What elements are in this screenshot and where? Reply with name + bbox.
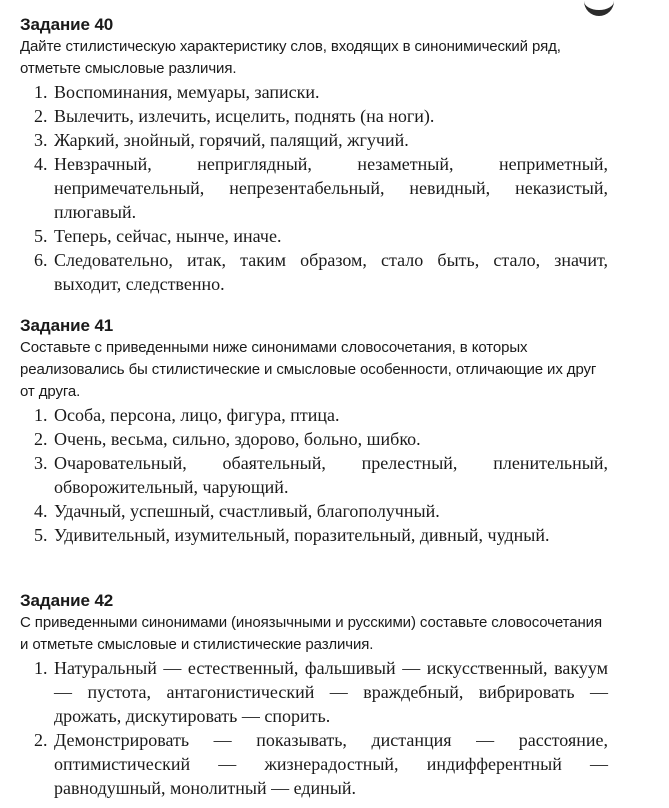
item-text: Демонстрировать — показывать, дистанция — расстояние, оптимистический — жизнерадостный, индифферентный — равнодушный, монолитный — единый. bbox=[54, 730, 608, 798]
list-item bbox=[20, 224, 608, 248]
item-text: Жаркий, знойный, горячий, палящий, жгучий. bbox=[54, 130, 409, 150]
task-description: Составьте с приведенными ниже синонимами словосочетания, в которых реализовались бы стилистические и смысловые особенности, отличающие их друг от друга. bbox=[20, 339, 597, 400]
task-description: Дайте стилистическую характеристику слов, входящих в синонимический ряд, отметьте смысловые различия. bbox=[20, 38, 561, 77]
item-number: 2. bbox=[34, 106, 48, 126]
list-item bbox=[20, 403, 608, 427]
item-number: 5. bbox=[34, 226, 48, 246]
list-item bbox=[20, 80, 608, 104]
item-number: 5. bbox=[34, 525, 48, 545]
task-list bbox=[20, 403, 608, 547]
item-text: Воспоминания, мемуары, записки. bbox=[54, 82, 320, 102]
list-item bbox=[20, 523, 608, 547]
list-item bbox=[20, 427, 608, 451]
list-item bbox=[20, 728, 608, 800]
item-number: 6. bbox=[34, 250, 48, 270]
task-description: С приведенными синонимами (иноязычными и русскими) составьте словосочетания и отметьте смысловые и стилистические различия. bbox=[20, 614, 602, 653]
task-42 bbox=[20, 590, 608, 800]
task-title: Задание 41 bbox=[20, 316, 114, 335]
item-text: Невзрачный, неприглядный, незаметный, неприметный, непримечательный, непрезентабельный, невидный, неказистый, плюгавый. bbox=[54, 154, 608, 222]
item-number: 2. bbox=[34, 429, 48, 449]
list-item bbox=[20, 499, 608, 523]
task-title: Задание 40 bbox=[20, 15, 114, 34]
item-number: 4. bbox=[34, 154, 48, 174]
item-number: 1. bbox=[34, 405, 48, 425]
item-number: 1. bbox=[34, 658, 48, 678]
item-text: Натуральный — естественный, фальшивый — искусственный, вакуум — пустота, антагонистический — враждебный, вибрировать — дрожать, дискутировать — спорить. bbox=[54, 658, 608, 726]
list-item bbox=[20, 656, 608, 728]
item-text: Следовательно, итак, таким образом, стало быть, стало, значит, выходит, следственно. bbox=[54, 250, 608, 294]
task-list bbox=[20, 656, 608, 800]
item-text: Очаровательный, обаятельный, прелестный, пленительный, обворожительный, чарующий. bbox=[54, 453, 608, 497]
task-title: Задание 42 bbox=[20, 591, 114, 610]
item-number: 4. bbox=[34, 501, 48, 521]
item-number: 3. bbox=[34, 453, 48, 473]
list-item bbox=[20, 248, 608, 296]
item-text: Вылечить, излечить, исцелить, поднять (на ноги). bbox=[54, 106, 435, 126]
item-text: Удивительный, изумительный, поразительный, дивный, чудный. bbox=[54, 525, 550, 545]
item-number: 3. bbox=[34, 130, 48, 150]
task-40 bbox=[20, 14, 608, 296]
item-number: 1. bbox=[34, 82, 48, 102]
list-item bbox=[20, 128, 608, 152]
list-item bbox=[20, 451, 608, 499]
list-item bbox=[20, 104, 608, 128]
item-text: Теперь, сейчас, нынче, иначе. bbox=[54, 226, 282, 246]
task-list bbox=[20, 80, 608, 296]
item-text: Очень, весьма, сильно, здорово, больно, шибко. bbox=[54, 429, 421, 449]
item-text: Удачный, успешный, счастливый, благополучный. bbox=[54, 501, 440, 521]
item-text: Особа, персона, лицо, фигура, птица. bbox=[54, 405, 340, 425]
task-41 bbox=[20, 315, 608, 547]
item-number: 2. bbox=[34, 730, 48, 750]
list-item bbox=[20, 152, 608, 224]
